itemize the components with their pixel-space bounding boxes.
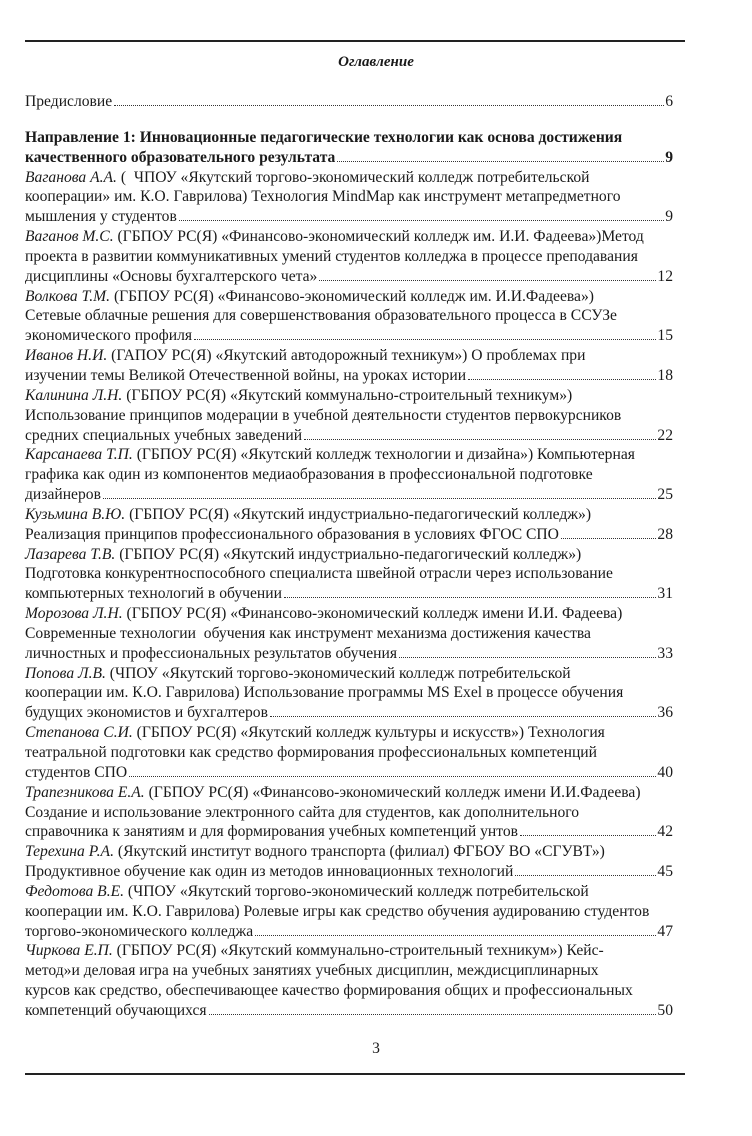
dot-leader bbox=[399, 657, 656, 658]
section-line bbox=[25, 128, 673, 148]
entry-title-text: средних специальных учебных заведений bbox=[25, 426, 303, 444]
entry-line bbox=[25, 961, 673, 981]
dot-leader bbox=[129, 776, 656, 777]
entry-line bbox=[25, 902, 673, 922]
toc-entry[interactable] bbox=[25, 505, 673, 545]
entry-author: Трапезникова Е.А. bbox=[25, 783, 145, 801]
toc-title: Оглавление bbox=[338, 54, 414, 70]
entry-page: 15 bbox=[657, 327, 673, 345]
toc-entry-preface[interactable] bbox=[25, 92, 673, 112]
entry-text bbox=[25, 287, 594, 307]
entry-line bbox=[25, 644, 673, 664]
entry-title-text: кооперации им. К.О. Гаврилова) Использование программы MS Exel в процессе обучения bbox=[25, 684, 624, 702]
entry-line bbox=[25, 545, 673, 565]
entry-line bbox=[25, 703, 673, 723]
entry-line bbox=[25, 783, 673, 803]
entry-text bbox=[25, 783, 641, 803]
entry-text bbox=[25, 187, 621, 207]
entry-line bbox=[25, 922, 673, 942]
entry-author: Калинина Л.Н. bbox=[25, 386, 123, 404]
entry-line bbox=[25, 465, 673, 485]
section-line bbox=[25, 148, 673, 168]
entry-page: 18 bbox=[657, 366, 673, 384]
section-page: 9 bbox=[665, 148, 673, 166]
entry-title-text: мышления у студентов bbox=[25, 208, 177, 226]
entry-text bbox=[25, 207, 177, 227]
entry-author: Чиркова Е.П. bbox=[25, 942, 113, 960]
dot-leader bbox=[337, 161, 664, 162]
entry-line bbox=[25, 346, 673, 366]
entry-text bbox=[25, 564, 613, 584]
entry-line bbox=[25, 168, 673, 188]
entry-line bbox=[25, 842, 673, 862]
entry-line bbox=[25, 664, 673, 684]
entry-text bbox=[25, 545, 581, 565]
entry-title-text: (ГБПОУ РС(Я) «Якутский колледж культуры и искусств») Технология bbox=[132, 724, 605, 742]
toc-entry[interactable] bbox=[25, 842, 673, 882]
entry-text bbox=[25, 1001, 207, 1021]
dot-leader bbox=[304, 439, 656, 440]
entry-text bbox=[25, 227, 644, 247]
dot-leader bbox=[468, 379, 656, 380]
entry-title-text: (ГБПОУ РС(Я) «Якутский коммунально-строительный техникум») Кейс- bbox=[112, 942, 604, 960]
entry-text bbox=[25, 406, 621, 426]
entry-line bbox=[25, 247, 673, 267]
entry-title-text: (ГБПОУ РС(Я) «Финансово-экономический колледж имени И.И.Фадеева) bbox=[144, 783, 641, 801]
entry-line bbox=[25, 406, 673, 426]
entry-page: 45 bbox=[657, 863, 673, 881]
entry-title-text: Использование принципов модерации в учебной деятельности студентов первокурсников bbox=[25, 406, 622, 424]
entry-title-text: кооперации» им. К.О. Гаврилова) Технология MindMap как инструмент метапредметного bbox=[25, 188, 621, 206]
entry-page: 47 bbox=[657, 922, 673, 940]
entry-author: Ваганов М.С. bbox=[25, 228, 114, 246]
entry-page: 12 bbox=[657, 267, 673, 285]
entry-text bbox=[25, 882, 589, 902]
entry-page: 50 bbox=[657, 1001, 673, 1019]
entry-title-text: изучении темы Великой Отечественной войны, на уроках истории bbox=[25, 366, 467, 384]
entry-title-text: ( ЧПОУ «Якутский торгово-экономический колледж потребительской bbox=[116, 168, 590, 186]
entry-page: 9 bbox=[665, 208, 673, 226]
entry-text bbox=[25, 366, 466, 386]
entry-title-text: компьютерных технологий в обучении bbox=[25, 585, 282, 603]
entry-line bbox=[25, 445, 673, 465]
entry-title-text: Подготовка конкурентноспособного специалиста швейной отрасли через использование bbox=[25, 565, 613, 583]
entry-line bbox=[25, 723, 673, 743]
entry-text bbox=[25, 862, 513, 882]
entry-text bbox=[25, 961, 599, 981]
entry-line bbox=[25, 326, 673, 346]
entry-author: Терехина Р.А. bbox=[25, 843, 114, 861]
entry-page: 22 bbox=[657, 426, 673, 444]
entry-title-text: (ГБПОУ РС(Я) «Якутский индустриально-педагогический колледж») bbox=[125, 505, 592, 523]
entry-line bbox=[25, 227, 673, 247]
entry-author: Морозова Л.Н. bbox=[25, 605, 123, 623]
entry-text bbox=[25, 902, 649, 922]
toc-entry[interactable] bbox=[25, 168, 673, 228]
dot-leader bbox=[179, 220, 664, 221]
entry-author: Волкова Т.М. bbox=[25, 287, 111, 305]
entry-line bbox=[25, 386, 673, 406]
dot-leader bbox=[255, 935, 656, 936]
section-title-text: Направление 1: Инновационные педагогические технологии как основа достижения bbox=[25, 128, 623, 146]
entry-title-text: (Якутский институт водного транспорта (филиал) ФГБОУ ВО «СГУВТ») bbox=[113, 843, 605, 861]
dot-leader bbox=[515, 875, 656, 876]
toc-entry[interactable] bbox=[25, 386, 673, 446]
entry-text bbox=[25, 445, 635, 465]
entry-line bbox=[25, 584, 673, 604]
entry-line bbox=[25, 505, 673, 525]
entry-line bbox=[25, 525, 673, 545]
entry-title-text: (ЧПОУ «Якутский торгово-экономический колледж потребительской bbox=[105, 664, 571, 682]
entry-line bbox=[25, 803, 673, 823]
toc-entries bbox=[25, 168, 673, 1021]
entry-author: Ваганова А.А. bbox=[25, 168, 117, 186]
entry-line bbox=[25, 624, 673, 644]
footer-rule bbox=[25, 1073, 685, 1075]
entry-text bbox=[25, 743, 597, 763]
toc-entry[interactable] bbox=[25, 723, 673, 783]
entry-page: 25 bbox=[657, 486, 673, 504]
entry-title-text: компетенций обучающихся bbox=[25, 1001, 207, 1019]
entry-title-text: экономического профиля bbox=[25, 327, 193, 345]
dot-leader bbox=[103, 498, 656, 499]
entry-title-text: Реализация принципов профессионального образования в условиях ФГОС СПО bbox=[25, 525, 559, 543]
entry-line bbox=[25, 485, 673, 505]
entry-text bbox=[25, 485, 101, 505]
toc-entry[interactable] bbox=[25, 664, 673, 724]
entry-author: Попова Л.В. bbox=[25, 664, 106, 682]
entry-text bbox=[25, 465, 593, 485]
entry-line bbox=[25, 366, 673, 386]
entry-text bbox=[25, 306, 617, 326]
entry-line bbox=[25, 287, 673, 307]
entry-text bbox=[25, 723, 605, 743]
entry-line bbox=[25, 743, 673, 763]
entry-page: 42 bbox=[657, 823, 673, 841]
entry-line bbox=[25, 683, 673, 703]
entry-line bbox=[25, 267, 673, 287]
entry-page: 36 bbox=[657, 704, 673, 722]
entry-title-text: графика как один из компонентов медиаобразования в профессиональной подготовке bbox=[25, 466, 593, 484]
entry-title-text: курсов как средство, обеспечивающее качество формирования общих и профессиональных bbox=[25, 982, 633, 1000]
entry-title-text: дисциплины «Основы бухгалтерского чета» bbox=[25, 267, 318, 285]
toc-entry[interactable] bbox=[25, 346, 673, 386]
entry-text bbox=[25, 168, 590, 188]
entry-text bbox=[25, 426, 302, 446]
entry-page: 31 bbox=[657, 585, 673, 603]
entry-author: Лазарева Т.В. bbox=[25, 545, 116, 563]
toc-entry[interactable] bbox=[25, 227, 673, 287]
entry-text bbox=[25, 386, 572, 406]
entry-page: 28 bbox=[657, 525, 673, 543]
entry-text bbox=[25, 267, 317, 287]
entry-line bbox=[25, 882, 673, 902]
entry-title-text: (ГАПОУ РС(Я) «Якутский автодорожный техникум») О проблемах при bbox=[107, 347, 586, 365]
entry-text bbox=[25, 505, 591, 525]
page-number: 3 bbox=[372, 1040, 380, 1057]
entry-text bbox=[25, 822, 518, 842]
entry-text bbox=[25, 644, 397, 664]
dot-leader bbox=[520, 835, 656, 836]
entry-title-text: театральной подготовки как средство формирования профессиональных компетенций bbox=[25, 744, 597, 761]
entry-title-text: будущих экономистов и бухгалтеров bbox=[25, 704, 268, 722]
entry-text bbox=[25, 525, 559, 545]
entry-line bbox=[25, 426, 673, 446]
entry-title-text: (ЧПОУ «Якутский торгово-экономический колледж потребительской bbox=[124, 882, 589, 900]
entry-line bbox=[25, 822, 673, 842]
entry-title-text: студентов СПО bbox=[25, 763, 128, 781]
entry-author: Иванов Н.И. bbox=[25, 347, 108, 365]
dot-leader bbox=[319, 280, 656, 281]
entry-title-text: Создание и использование электронного сайта для студентов, как дополнительного bbox=[25, 803, 580, 821]
entry-line bbox=[25, 207, 673, 227]
entry-title-text: дизайнеров bbox=[25, 486, 101, 504]
dot-leader bbox=[284, 597, 656, 598]
dot-leader bbox=[561, 538, 656, 539]
entry-page: 33 bbox=[657, 644, 673, 662]
entry-author: Карсанаева Т.П. bbox=[25, 446, 133, 464]
preface-page: 6 bbox=[665, 93, 673, 110]
entry-text bbox=[25, 584, 282, 604]
entry-page: 40 bbox=[657, 763, 673, 781]
toc-entry[interactable] bbox=[25, 941, 673, 1020]
entry-text bbox=[25, 624, 591, 644]
dot-leader bbox=[270, 716, 656, 717]
toc-entry[interactable] bbox=[25, 545, 673, 605]
entry-line bbox=[25, 187, 673, 207]
entry-text bbox=[25, 842, 605, 862]
entry-line bbox=[25, 1001, 673, 1021]
entry-title-text: (ГБПОУ РС(Я) «Якутский индустриально-педагогический колледж») bbox=[115, 545, 582, 563]
toc-entry[interactable] bbox=[25, 783, 673, 843]
entry-title-text: Сетевые облачные решения для совершенствования образовательного процесса в ССУЗе bbox=[25, 307, 617, 325]
entry-text bbox=[25, 346, 585, 366]
entry-text bbox=[25, 941, 604, 961]
entry-title-text: справочника к занятиям и для формирования учебных компетенций унтов bbox=[25, 823, 518, 841]
entry-text bbox=[25, 981, 633, 1001]
entry-title-text: метод»и деловая игра на учебных занятиях учебных дисциплин, междисциплинарных bbox=[25, 962, 599, 980]
table-of-contents bbox=[25, 92, 673, 1021]
entry-title-text: (ГБПОУ РС(Я) «Финансово-экономический колледж им. И.И.Фадеева») bbox=[110, 287, 594, 305]
entry-title-text: кооперации им. К.О. Гаврилова) Ролевые игры как средство обучения аудированию студентов bbox=[25, 902, 650, 920]
entry-line bbox=[25, 306, 673, 326]
entry-title-text: (ГБПОУ РС(Я) «Якутский колледж технологии и дизайна») Компьютерная bbox=[132, 446, 635, 464]
entry-title-text: (ГБПОУ РС(Я) «Финансово-экономический колледж им. И.И. Фадеева»)Метод bbox=[113, 228, 644, 246]
entry-title-text: торгово-экономического колледжа bbox=[25, 922, 254, 940]
entry-text bbox=[25, 664, 571, 684]
entry-title-text: (ГБПОУ РС(Я) «Якутский коммунально-строительный техникум») bbox=[122, 386, 573, 404]
dot-leader bbox=[114, 105, 664, 106]
entry-text bbox=[25, 703, 268, 723]
section-title-text: качественного образовательного результата bbox=[25, 148, 336, 166]
entry-line bbox=[25, 564, 673, 584]
entry-text bbox=[25, 763, 127, 783]
entry-author: Степанова С.И. bbox=[25, 724, 133, 742]
entry-title-text: личностных и профессиональных результатов обучения bbox=[25, 644, 398, 662]
entry-line bbox=[25, 981, 673, 1001]
preface-label: Предисловие bbox=[25, 93, 113, 110]
entry-line bbox=[25, 862, 673, 882]
entry-line bbox=[25, 604, 673, 624]
entry-text bbox=[25, 683, 623, 703]
dot-leader bbox=[194, 339, 656, 340]
entry-text bbox=[25, 326, 192, 346]
entry-line bbox=[25, 763, 673, 783]
entry-text bbox=[25, 803, 579, 823]
toc-entry[interactable] bbox=[25, 882, 673, 942]
toc-section-heading[interactable] bbox=[25, 128, 673, 168]
entry-title-text: Продуктивное обучение как один из методов инновационных технологий bbox=[25, 863, 514, 881]
entry-text bbox=[25, 604, 622, 624]
toc-entry[interactable] bbox=[25, 287, 673, 347]
entry-title-text: проекта в развитии коммуникативных умений студентов колледжа в процессе преподавания bbox=[25, 247, 638, 265]
entry-title-text: (ГБПОУ РС(Я) «Финансово-экономический колледж имени И.И. Фадеева) bbox=[122, 605, 623, 623]
entry-title-text: Современные технологии обучения как инструмент механизма достижения качества bbox=[25, 624, 591, 642]
toc-entry[interactable] bbox=[25, 445, 673, 505]
header-rule bbox=[25, 40, 685, 42]
toc-entry[interactable] bbox=[25, 604, 673, 664]
entry-line bbox=[25, 941, 673, 961]
entry-author: Кузьмина В.Ю. bbox=[25, 505, 126, 523]
dot-leader bbox=[209, 1014, 657, 1015]
entry-text bbox=[25, 922, 253, 942]
entry-text bbox=[25, 247, 638, 267]
entry-author: Федотова В.Е. bbox=[25, 882, 125, 900]
